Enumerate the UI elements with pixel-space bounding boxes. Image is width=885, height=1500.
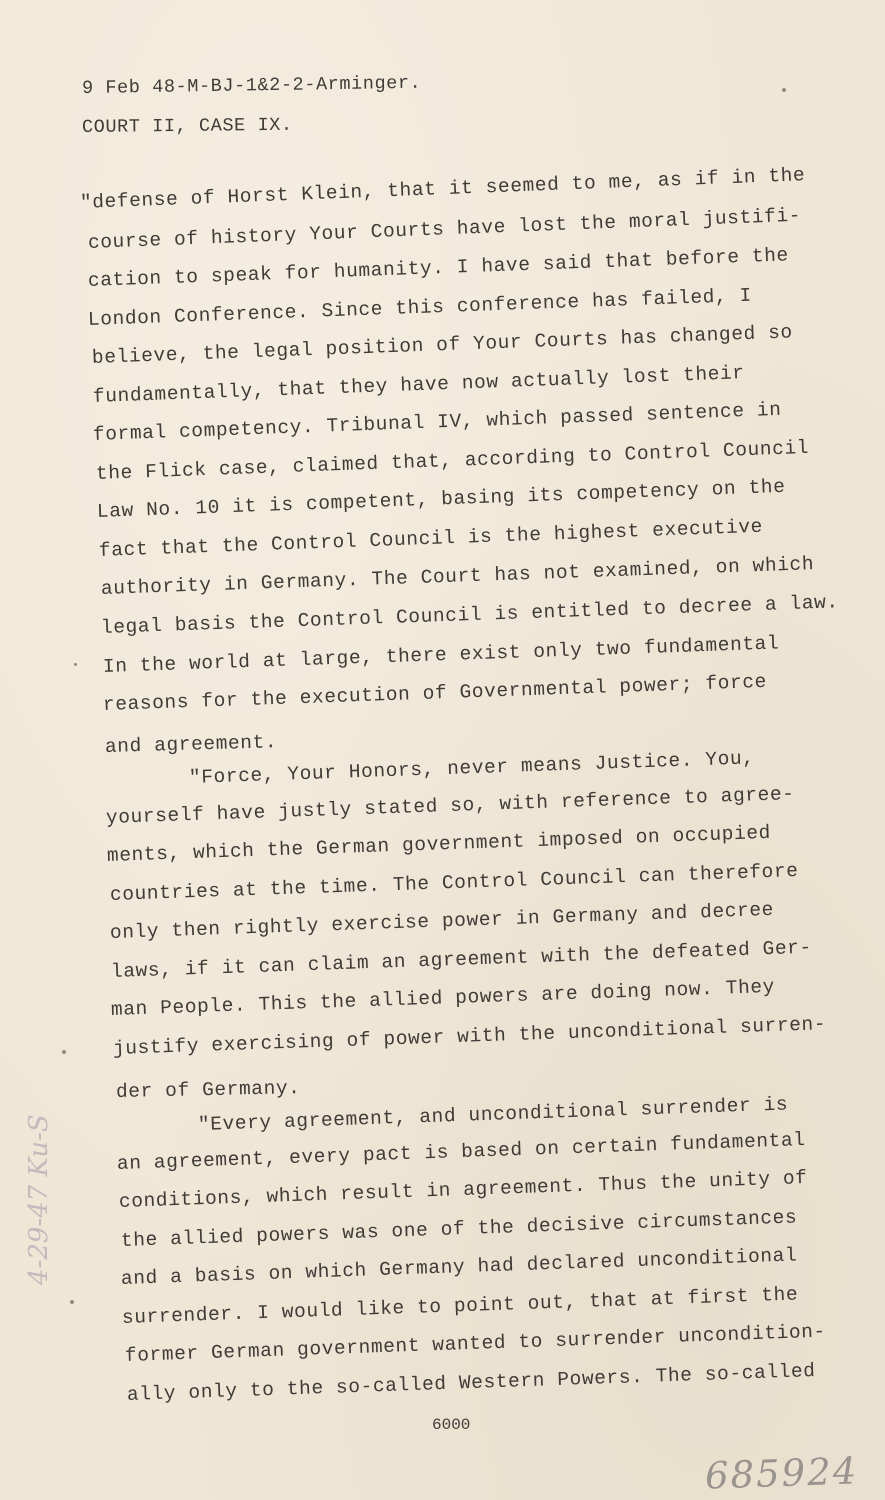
body-line: ments, which the German government imposed on occupied	[106, 821, 772, 867]
body-line: the allied powers was one of the decisive circumstances	[120, 1206, 798, 1252]
body-line: countries at the time. The Control Council can therefore	[109, 859, 799, 906]
body-line: and a basis on which Germany had declared unconditional	[120, 1244, 798, 1290]
archive-stamp-number: 685924	[704, 1449, 859, 1498]
body-line: legal basis the Control Council is entitled to decree a law.	[100, 591, 840, 639]
body-line: "defense of Horst Klein, that it seemed to me, as if in the	[79, 164, 806, 214]
body-line: formal competency. Tribunal IV, which passed sentence in	[92, 398, 782, 446]
body-line: the Flick case, claimed that, according to Control Council	[95, 436, 810, 485]
body-line: cation to speak for humanity. I have said that before the	[87, 244, 790, 292]
body-line: reasons for the execution of Governmental power; force	[102, 670, 768, 716]
body-line: justify exercising of power with the unconditional surren-	[112, 1013, 827, 1060]
body-line: only then rightly exercise power in Germany and decree	[109, 898, 775, 944]
body-line: and agreement.	[104, 731, 278, 758]
body-line: "Every agreement, and unconditional surrender is	[197, 1093, 789, 1136]
body-line: course of history Your Courts have lost the moral justifi-	[87, 204, 802, 254]
body-line: yourself have justly stated so, with reference to agree-	[105, 782, 795, 829]
body-line: former German government wanted to surrender uncondition-	[124, 1320, 827, 1367]
margin-handwritten-note: 4-29-47 Ku-S	[24, 1114, 54, 1285]
header-reference: 9 Feb 48-M-BJ-1&2-2-Arminger.	[81, 72, 422, 99]
body-line: laws, if it can claim an agreement with the defeated Ger-	[110, 936, 813, 983]
body-line: surrender. I would like to point out, that at first the	[121, 1283, 799, 1329]
body-line: authority in Germany. The Court has not examined, on which	[100, 553, 815, 600]
body-line: fundamentally, that they have now actually lost their	[92, 362, 745, 408]
header-court-case: COURT II, CASE IX.	[81, 114, 293, 138]
paper-speck	[782, 88, 786, 92]
body-line: conditions, which result in agreement. Thus the unity of	[118, 1166, 808, 1213]
body-line: der of Germany.	[115, 1077, 301, 1103]
paper-speck	[62, 1050, 66, 1054]
body-line: fact that the Control Council is the highest executive	[98, 515, 764, 562]
body-line: In the world at large, there exist only two fundamental	[102, 632, 780, 678]
body-line: man People. This the allied powers are doing now. They	[110, 975, 776, 1021]
paper-speck	[74, 663, 77, 666]
body-line: believe, the legal position of Your Courts has changed so	[91, 321, 794, 369]
body-line: ally only to the so-called Western Powers. The so-called	[126, 1359, 816, 1406]
paper-speck	[70, 1300, 74, 1304]
body-line: an agreement, every pact is based on certain fundamental	[116, 1128, 806, 1175]
body-line: London Conference. Since this conference has failed, I	[87, 284, 753, 331]
page-number: 6000	[432, 1416, 471, 1434]
body-line: "Force, Your Honors, never means Justice. You,	[188, 747, 755, 789]
body-line: Law No. 10 it is competent, basing its competency on the	[96, 475, 786, 523]
